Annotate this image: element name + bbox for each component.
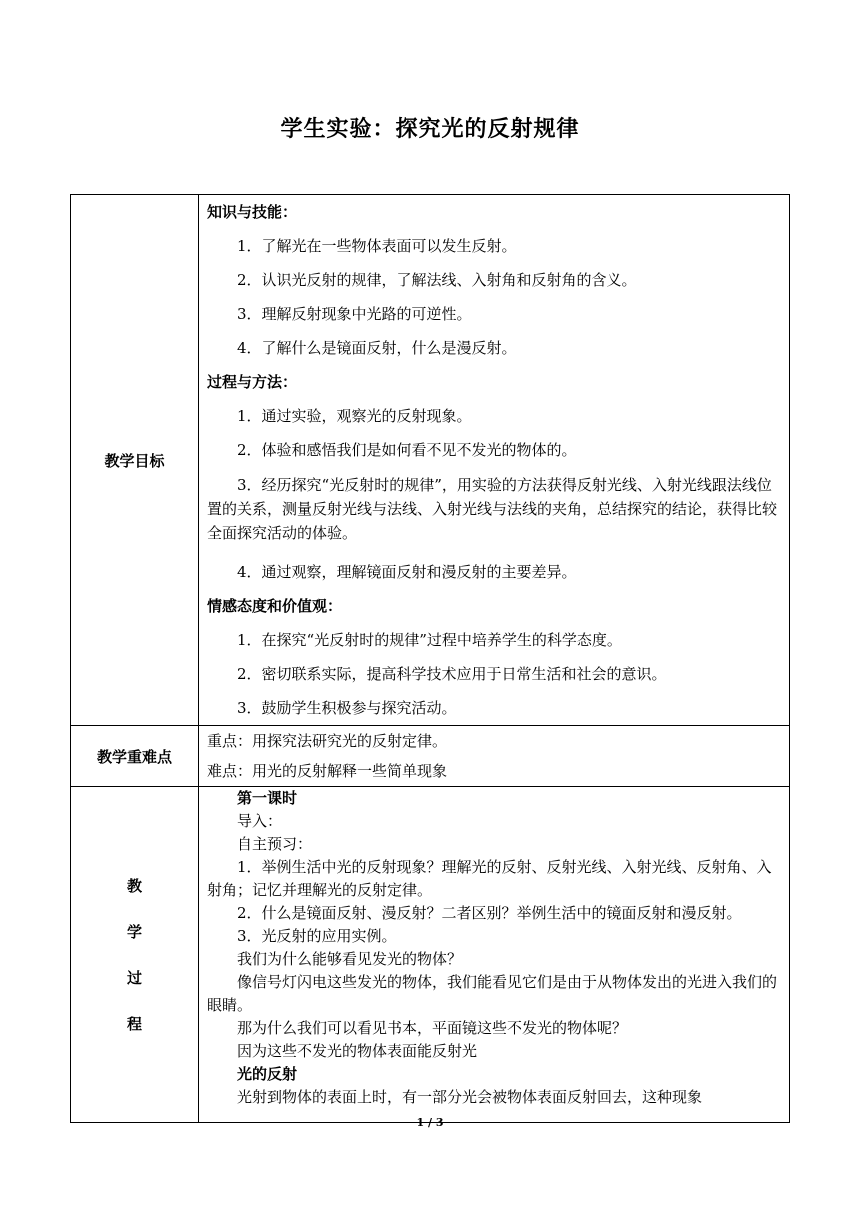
process-paragraph: 那为什么我们可以看见书本，平面镜这些不发光的物体呢？: [237, 1019, 628, 1037]
lesson-heading: 第一课时: [237, 789, 298, 807]
knowledge-heading: 知识与技能：: [207, 203, 298, 221]
page-number: 1 / 3: [416, 1116, 444, 1129]
objectives-content: [199, 195, 790, 726]
attitude-item: 3．鼓励学生积极参与探究活动。: [237, 699, 457, 717]
process-label-char: 程: [126, 1014, 142, 1033]
process-label: [71, 787, 199, 1123]
process-item: 2．体验和感悟我们是如何看不见不发光的物体的。: [237, 441, 577, 459]
difficulty-point: 难点：用光的反射解释一些简单现象: [207, 762, 448, 780]
key-points-row: [71, 726, 790, 787]
intro-text: 导入：: [237, 812, 283, 830]
key-points-content: [199, 726, 790, 787]
process-paragraph: 我们为什么能够看见发光的物体？: [237, 950, 463, 968]
objectives-row: [71, 195, 790, 726]
preview-question: 3．光反射的应用实例。: [237, 927, 397, 945]
process-content: [199, 787, 790, 1123]
process-item: 4．通过观察，理解镜面反射和漫反射的主要差异。: [237, 563, 577, 581]
knowledge-item: 4．了解什么是镜面反射，什么是漫反射。: [237, 339, 517, 357]
preview-text: 自主预习：: [237, 835, 313, 853]
process-row: [71, 787, 790, 1123]
knowledge-item: 3．理解反射现象中光路的可逆性。: [237, 305, 472, 323]
process-item: 1．通过实验，观察光的反射现象。: [237, 407, 472, 425]
process-label-char: 过: [126, 968, 142, 987]
key-point: 重点：用探究法研究光的反射定律。: [207, 732, 448, 750]
process-paragraph: 像信号灯闪电这些发光的物体，我们能看见它们是由于从物体发出的光进入我们的眼睛。: [207, 973, 778, 1014]
knowledge-item: 1．了解光在一些物体表面可以发生反射。: [237, 237, 517, 255]
preview-question: 1．举例生活中光的反射现象？理解光的反射、反射光线、入射光线、反射角、入射角；记忆并理解光的反射定律。: [207, 858, 772, 899]
process-heading: 过程与方法：: [207, 373, 298, 391]
attitude-heading: 情感态度和价值观：: [207, 597, 343, 615]
process-paragraph: 光射到物体的表面上时，有一部分光会被物体表面反射回去，这种现象: [237, 1088, 703, 1106]
objectives-label: 教学目标: [71, 195, 199, 726]
process-label-char: 学: [126, 922, 142, 941]
knowledge-item: 2．认识光反射的规律，了解法线、入射角和反射角的含义。: [237, 271, 637, 289]
attitude-item: 2．密切联系实际，提高科学技术应用于日常生活和社会的意识。: [237, 665, 667, 683]
preview-question: 2．什么是镜面反射、漫反射？二者区别？举例生活中的镜面反射和漫反射。: [237, 904, 742, 922]
lesson-plan-table: [70, 194, 790, 1123]
attitude-item: 1．在探究“光反射时的规律”过程中培养学生的科学态度。: [237, 631, 622, 649]
process-label-char: 教: [126, 876, 142, 895]
process-paragraph: 因为这些不发光的物体表面能反射光: [237, 1042, 478, 1060]
page-title: 学生实验：探究光的反射规律: [280, 117, 580, 142]
reflection-heading: 光的反射: [237, 1065, 298, 1083]
process-item: 3．经历探究“光反射时的规律”，用实验的方法获得反射光线、入射光线跟法线位置的关系，测量反射光线与法线、入射光线与法线的夹角，总结探究的结论，获得比较全面探究活动的体验。: [207, 476, 778, 542]
key-points-label: 教学重难点: [71, 726, 199, 787]
